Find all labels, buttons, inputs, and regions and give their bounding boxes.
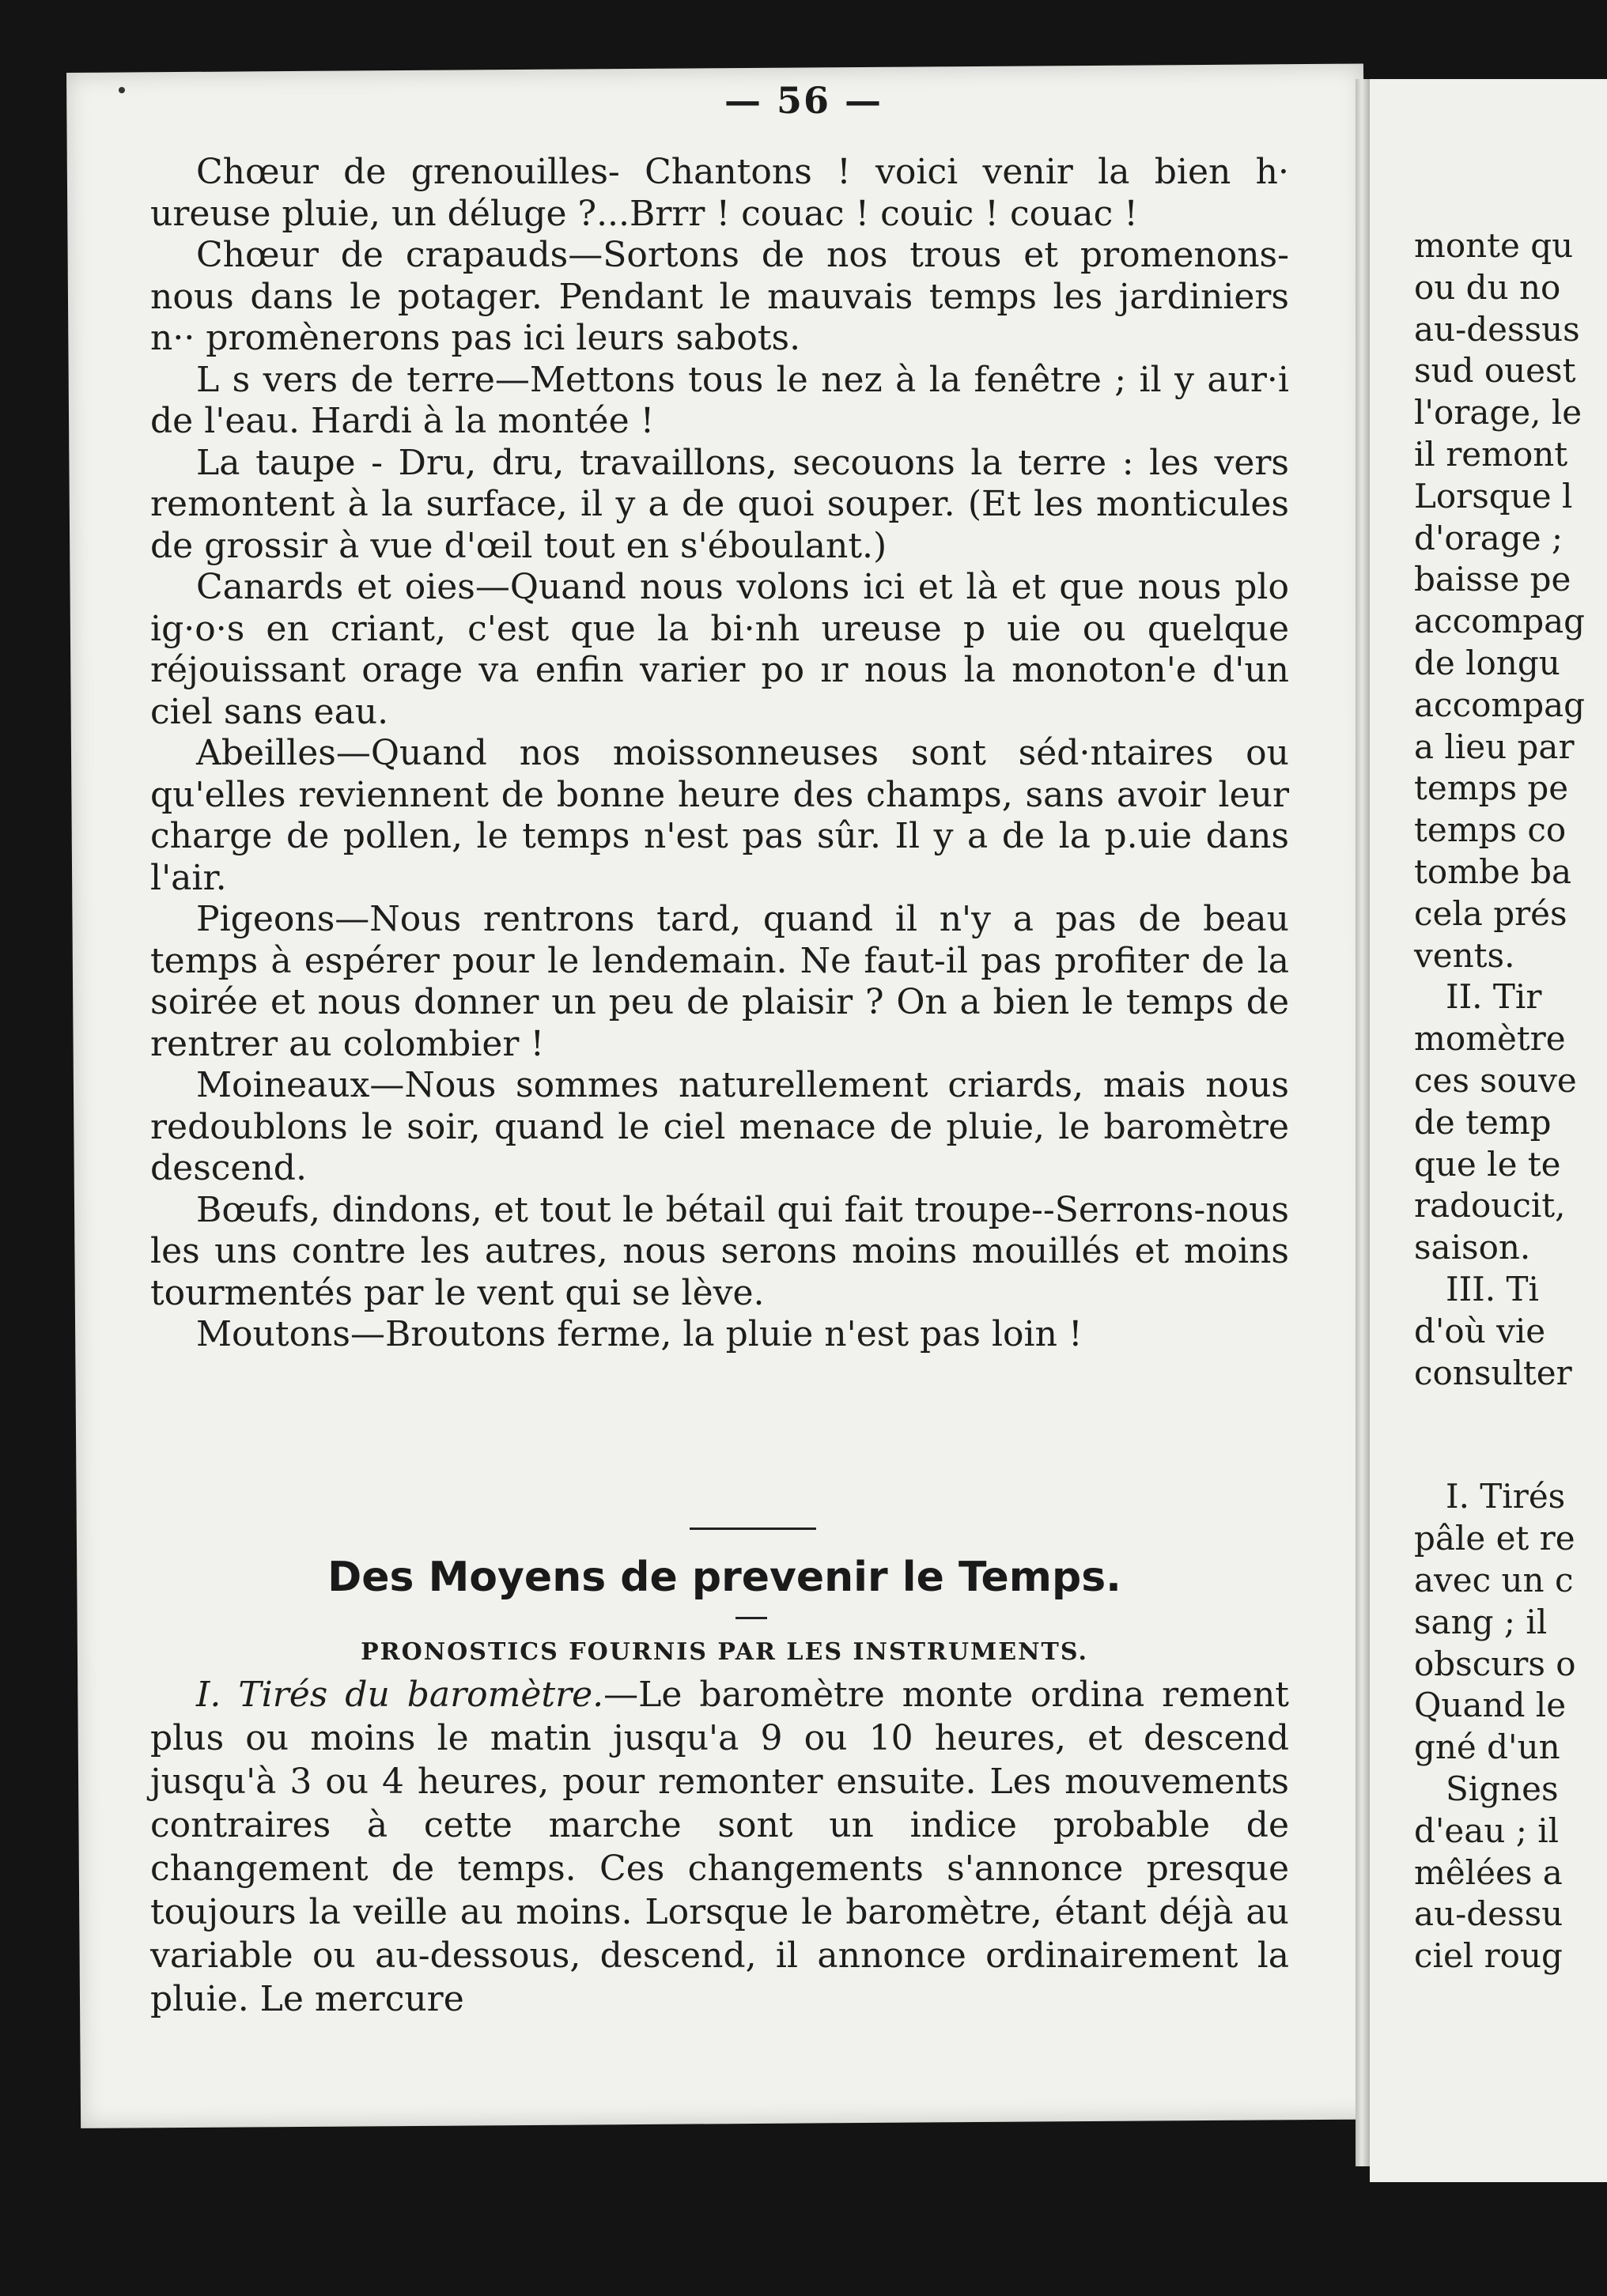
right-page-line: consulter xyxy=(1414,1353,1572,1392)
right-page-line: a lieu par xyxy=(1414,727,1575,766)
right-page-line: temps pe xyxy=(1414,768,1569,808)
section-divider xyxy=(690,1528,816,1530)
right-page-line: radoucit, xyxy=(1414,1186,1566,1225)
right-page-line: d'où vie xyxy=(1414,1311,1546,1350)
paragraph: Moutons—Broutons ferme, la pluie n'est pas loin ! xyxy=(196,1314,1083,1354)
paragraph: Pigeons—Nous rentrons tard, quand il n'y a pas de beau temps à espérer pour le lendemain. Ne faut-il pas profiter de la soirée et nous donner un peu de plaisir ? On a bien le temps de rentrer au colombier ! xyxy=(150,899,1289,1064)
right-page-line: Lorsque l xyxy=(1414,476,1573,515)
right-page-line: l'orage, le xyxy=(1414,393,1582,432)
right-page xyxy=(1370,79,1607,2182)
right-page-line: momètre xyxy=(1414,1019,1566,1059)
right-page-line: accompag xyxy=(1414,685,1586,724)
right-page-line: baisse pe xyxy=(1414,560,1571,599)
paragraph: Bœufs, dindons, et tout le bétail qui fait troupe--Serrons-nous les uns contre les autres, nous serons moins mouillés et moins tourmentés par le vent qui se lève. xyxy=(150,1189,1289,1313)
paragraph: Abeilles—Quand nos moissonneuses sont séd·ntaires ou qu'elles reviennent de bonne heure des champs, sans avoir leur charge de pollen, le temps n'est pas sûr. Il y a de la p.uie dans l'air. xyxy=(150,733,1289,898)
right-page-line: II. Tir xyxy=(1446,977,1542,1017)
paragraph: La taupe - Dru, dru, travaillons, secouons la terre : les vers remontent à la surface, il y a de quoi souper. (Et les monticules de grossir à vue d'œil tout en s'éboulant.) xyxy=(150,442,1289,566)
right-page-line: de temp xyxy=(1414,1102,1552,1142)
barometer-paragraph xyxy=(150,1673,1289,2021)
section-heading: Des Moyens de prevenir le Temps. xyxy=(327,1554,1121,1601)
paragraph-body: —Le baromètre monte ordina rement plus ou moins le matin jusqu'a 9 ou 10 heures, et descend jusqu'à 3 ou 4 heures, pour remonter ensuite. Les mouvements contraires à cette marche sont un indice probable de changement de temps. Ces changements s'annonce presque toujours la veille au moins. Lorsque le baromètre, étant déjà au variable ou au-dessous, descend, il annonce ordinairement la pluie. Le mercure xyxy=(150,1675,1289,2019)
right-page-line: au-dessu xyxy=(1414,1894,1564,1934)
right-page-line: pâle et re xyxy=(1414,1519,1575,1558)
right-page-line: avec un c xyxy=(1414,1561,1574,1599)
right-page-line: d'eau ; il xyxy=(1414,1811,1560,1850)
paragraph xyxy=(150,1673,1289,2021)
right-page-line: tombe ba xyxy=(1414,852,1572,891)
paragraph: Chœur de grenouilles- Chantons ! voici venir la bien h· ureuse pluie, un déluge ?...Brrr ! couac ! couic ! couac ! xyxy=(150,152,1289,234)
right-page-line: temps co xyxy=(1414,810,1567,850)
right-page-line: sang ; il xyxy=(1414,1602,1548,1641)
right-page-line: Signes xyxy=(1446,1769,1559,1808)
sub-divider xyxy=(735,1617,767,1619)
right-page-line: au-dessus xyxy=(1414,309,1580,349)
paragraph: Canards et oies—Quand nous volons ici et là et que nous plo ig·o·s en criant, c'est que la bi·nh ureuse p uie ou quelque réjouissant orage va enfin varier po ır nous la monoton'e d'un ciel sans eau. xyxy=(150,567,1289,732)
right-page-line: sud ouest xyxy=(1414,351,1576,391)
sub-heading: PRONOSTICS FOURNIS PAR LES INSTRUMENTS. xyxy=(361,1638,1088,1666)
right-page-line: cela prés xyxy=(1414,893,1567,933)
right-page-line: que le te xyxy=(1414,1144,1561,1184)
paragraph: L s vers de terre—Mettons tous le nez à la fenêtre ; il y aur·i de l'eau. Hardi à la montée ! xyxy=(150,359,1289,441)
right-page-line: ces souve xyxy=(1414,1061,1577,1100)
right-page-line: I. Tirés xyxy=(1446,1477,1566,1516)
page-number: — 56 — xyxy=(724,79,883,122)
right-page-line: vents. xyxy=(1414,935,1515,975)
right-page-line: d'orage ; xyxy=(1414,518,1564,557)
right-page-line: gné d'un xyxy=(1414,1728,1560,1767)
right-page-line: de longu xyxy=(1414,644,1560,682)
right-page-line: il remont xyxy=(1414,435,1568,474)
dialogue-text xyxy=(150,152,1289,1356)
paragraph: Moineaux—Nous sommes naturellement criards, mais nous redoublons le soir, quand le ciel menace de pluie, le baromètre descend. xyxy=(150,1065,1289,1188)
right-page-line: mêlées a xyxy=(1414,1852,1563,1892)
paragraph: Chœur de crapauds—Sortons de nos trous et promenons-nous dans le potager. Pendant le mauvais temps les jardiniers n·· promènerons pas ici leurs sabots. xyxy=(150,235,1289,358)
right-page-line: ciel roug xyxy=(1414,1936,1563,1976)
right-page-line: Quand le xyxy=(1414,1686,1567,1725)
paragraph-label: I. Tirés du baromètre. xyxy=(196,1675,604,1715)
right-page-line: obscurs o xyxy=(1414,1644,1576,1683)
right-page-line: accompag xyxy=(1414,602,1586,641)
right-page-line: monte qu xyxy=(1414,226,1574,265)
right-page-line: III. Ti xyxy=(1446,1270,1539,1308)
right-page-line: ou du no xyxy=(1414,267,1561,307)
book-gutter xyxy=(1356,79,1371,2166)
right-page-line: saison. xyxy=(1414,1228,1531,1267)
